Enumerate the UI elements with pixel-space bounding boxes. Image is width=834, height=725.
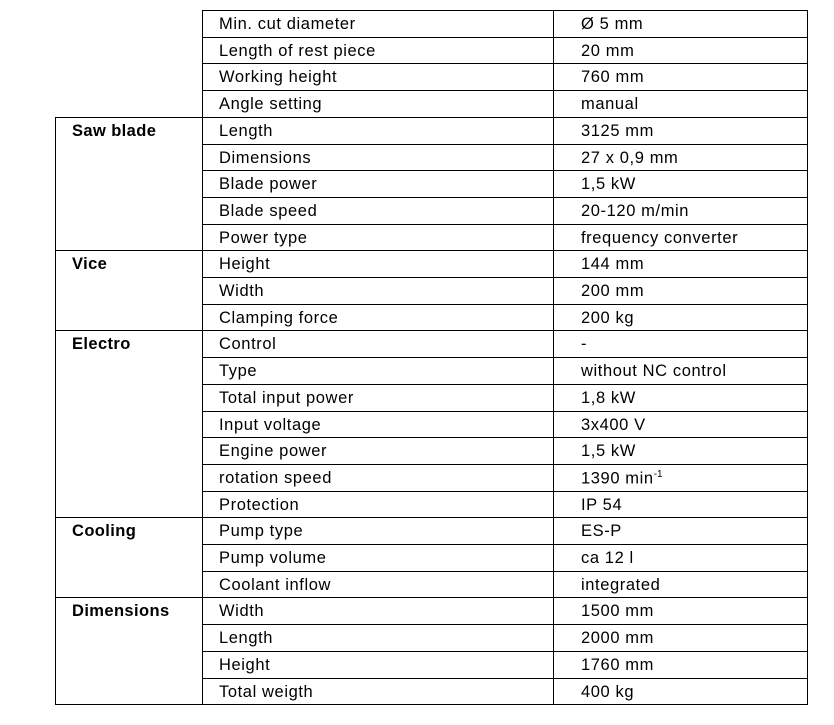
- parameter-value: [581, 330, 587, 357]
- parameter-label: Width: [219, 602, 265, 621]
- value-text: 144 mm: [581, 255, 645, 274]
- parameter-value: [581, 250, 644, 277]
- row-divider: [202, 571, 808, 572]
- group-label: Electro: [72, 335, 131, 354]
- row-divider: [55, 597, 808, 598]
- parameter-label: Input voltage: [219, 415, 322, 434]
- value-text: 1390 min: [581, 469, 654, 488]
- row-divider: [202, 63, 808, 64]
- value-text: 200 mm: [581, 282, 645, 300]
- value-text: 20-120 m/min: [581, 201, 690, 220]
- parameter-value: [581, 63, 644, 90]
- row-divider: [202, 678, 808, 679]
- parameter-label: Blade power: [219, 175, 318, 194]
- parameter-label: Length of rest piece: [219, 41, 376, 60]
- value-text: Ø 5 mm: [581, 15, 644, 33]
- parameter-value: [581, 170, 636, 197]
- parameter-value: [581, 597, 654, 624]
- row-divider: [202, 651, 808, 652]
- row-divider: [202, 437, 808, 438]
- table-row: [0, 624, 834, 651]
- parameter-value: [581, 10, 643, 37]
- value-text: integrated: [581, 575, 661, 594]
- parameter-label: Width: [219, 282, 265, 300]
- table-row: [0, 651, 834, 678]
- parameter-label: Pump volume: [219, 549, 327, 567]
- parameter-value: [581, 651, 654, 678]
- table-row: [0, 597, 834, 624]
- value-text: 1,8 kW: [581, 388, 636, 407]
- row-divider: [55, 117, 808, 118]
- table-row: [0, 170, 834, 197]
- parameter-label: rotation speed: [219, 468, 332, 487]
- row-divider: [202, 304, 808, 305]
- group-border-bottom: [55, 704, 202, 705]
- row-divider: [202, 90, 808, 91]
- value-text: -: [581, 335, 588, 354]
- parameter-value: [581, 464, 663, 491]
- group-border-left: [55, 597, 56, 704]
- parameter-label: Coolant inflow: [219, 575, 332, 594]
- table-row: [0, 411, 834, 438]
- row-divider: [202, 144, 808, 145]
- table-row: [0, 197, 834, 224]
- table-row: [0, 117, 834, 144]
- parameter-value: [581, 517, 622, 544]
- group-label: Vice: [72, 255, 108, 274]
- table-border-right: [807, 10, 808, 705]
- parameter-value: [581, 357, 727, 384]
- table-row: [0, 464, 834, 491]
- parameter-label: Length: [219, 629, 274, 648]
- table-row: [0, 90, 834, 117]
- parameter-label: Angle setting: [219, 95, 323, 114]
- column-divider: [553, 10, 554, 704]
- value-text: 2000 mm: [581, 629, 654, 648]
- parameter-value: [581, 678, 634, 705]
- row-divider: [202, 224, 808, 225]
- parameter-label: Min. cut diameter: [219, 15, 356, 33]
- table-row: [0, 678, 834, 705]
- row-divider: [202, 544, 808, 545]
- row-divider: [202, 491, 808, 492]
- table-row: [0, 277, 834, 304]
- value-text: ca 12 l: [581, 549, 634, 567]
- table-row: [0, 544, 834, 571]
- parameter-label: Control: [219, 335, 277, 354]
- row-divider: [202, 10, 808, 11]
- row-divider: [202, 384, 808, 385]
- column-divider: [202, 10, 203, 704]
- parameter-value: [581, 491, 622, 518]
- row-divider: [202, 357, 808, 358]
- parameter-value: [581, 384, 636, 411]
- group-border-left: [55, 250, 56, 330]
- group-label: Dimensions: [72, 602, 170, 621]
- parameter-label: Power type: [219, 228, 308, 247]
- table-row: [0, 330, 834, 357]
- row-divider: [55, 517, 808, 518]
- row-divider: [202, 464, 808, 465]
- table-row: [0, 37, 834, 64]
- row-divider: [55, 330, 808, 331]
- value-text: 1500 mm: [581, 602, 654, 621]
- group-label: Saw blade: [72, 121, 157, 140]
- table-row: [0, 250, 834, 277]
- table-row: [0, 571, 834, 598]
- parameter-label: Length: [219, 121, 274, 140]
- parameter-label: Pump type: [219, 522, 304, 541]
- parameter-label: Total weigth: [219, 682, 314, 701]
- parameter-value: [581, 304, 634, 331]
- parameter-label: Engine power: [219, 442, 328, 461]
- group-label: Cooling: [72, 522, 137, 541]
- value-text: 3x400 V: [581, 415, 646, 434]
- parameter-value: [581, 144, 678, 171]
- value-text: frequency converter: [581, 228, 739, 247]
- table-row: [0, 384, 834, 411]
- parameter-label: Total input power: [219, 388, 354, 407]
- group-border-left: [55, 330, 56, 517]
- value-text: 27 x 0,9 mm: [581, 148, 679, 167]
- parameter-label: Height: [219, 255, 271, 274]
- table-row: [0, 304, 834, 331]
- parameter-value: [581, 197, 689, 224]
- value-text: 1760 mm: [581, 655, 654, 674]
- parameter-value: [581, 411, 646, 438]
- row-divider: [202, 704, 808, 705]
- value-text: 400 kg: [581, 682, 635, 701]
- value-text: 1,5 kW: [581, 442, 636, 461]
- table-row: [0, 491, 834, 518]
- value-text: IP 54: [581, 495, 623, 514]
- parameter-value: [581, 624, 654, 651]
- value-text: 1,5 kW: [581, 175, 636, 194]
- parameter-value: [581, 90, 639, 117]
- table-row: [0, 224, 834, 251]
- parameter-label: Dimensions: [219, 148, 312, 167]
- table-row: [0, 517, 834, 544]
- row-divider: [202, 411, 808, 412]
- parameter-label: Type: [219, 362, 258, 381]
- row-divider: [202, 37, 808, 38]
- table-row: [0, 63, 834, 90]
- parameter-value: [581, 544, 634, 571]
- parameter-label: Height: [219, 655, 271, 674]
- group-border-left: [55, 117, 56, 250]
- value-text: 200 kg: [581, 308, 635, 327]
- parameter-label: Blade speed: [219, 201, 318, 220]
- parameter-value: [581, 117, 654, 144]
- value-text: 3125 mm: [581, 121, 654, 140]
- row-divider: [202, 277, 808, 278]
- table-row: [0, 10, 834, 37]
- value-text: 760 mm: [581, 68, 645, 87]
- group-border-left: [55, 517, 56, 597]
- table-row: [0, 437, 834, 464]
- value-text: ES-P: [581, 522, 622, 541]
- parameter-value: [581, 37, 634, 64]
- parameter-value: [581, 224, 738, 251]
- value-text: manual: [581, 95, 639, 114]
- value-text: 20 mm: [581, 41, 635, 60]
- row-divider: [202, 624, 808, 625]
- parameter-label: Working height: [219, 68, 338, 87]
- parameter-value: [581, 437, 636, 464]
- parameter-value: [581, 571, 660, 598]
- value-superscript: -1: [653, 468, 663, 480]
- table-row: [0, 357, 834, 384]
- row-divider: [202, 197, 808, 198]
- row-divider: [202, 170, 808, 171]
- parameter-label: Clamping force: [219, 308, 339, 327]
- parameter-value: [581, 277, 644, 304]
- table-row: [0, 144, 834, 171]
- row-divider: [55, 250, 808, 251]
- value-text: without NC control: [581, 362, 727, 381]
- parameter-label: Protection: [219, 495, 300, 514]
